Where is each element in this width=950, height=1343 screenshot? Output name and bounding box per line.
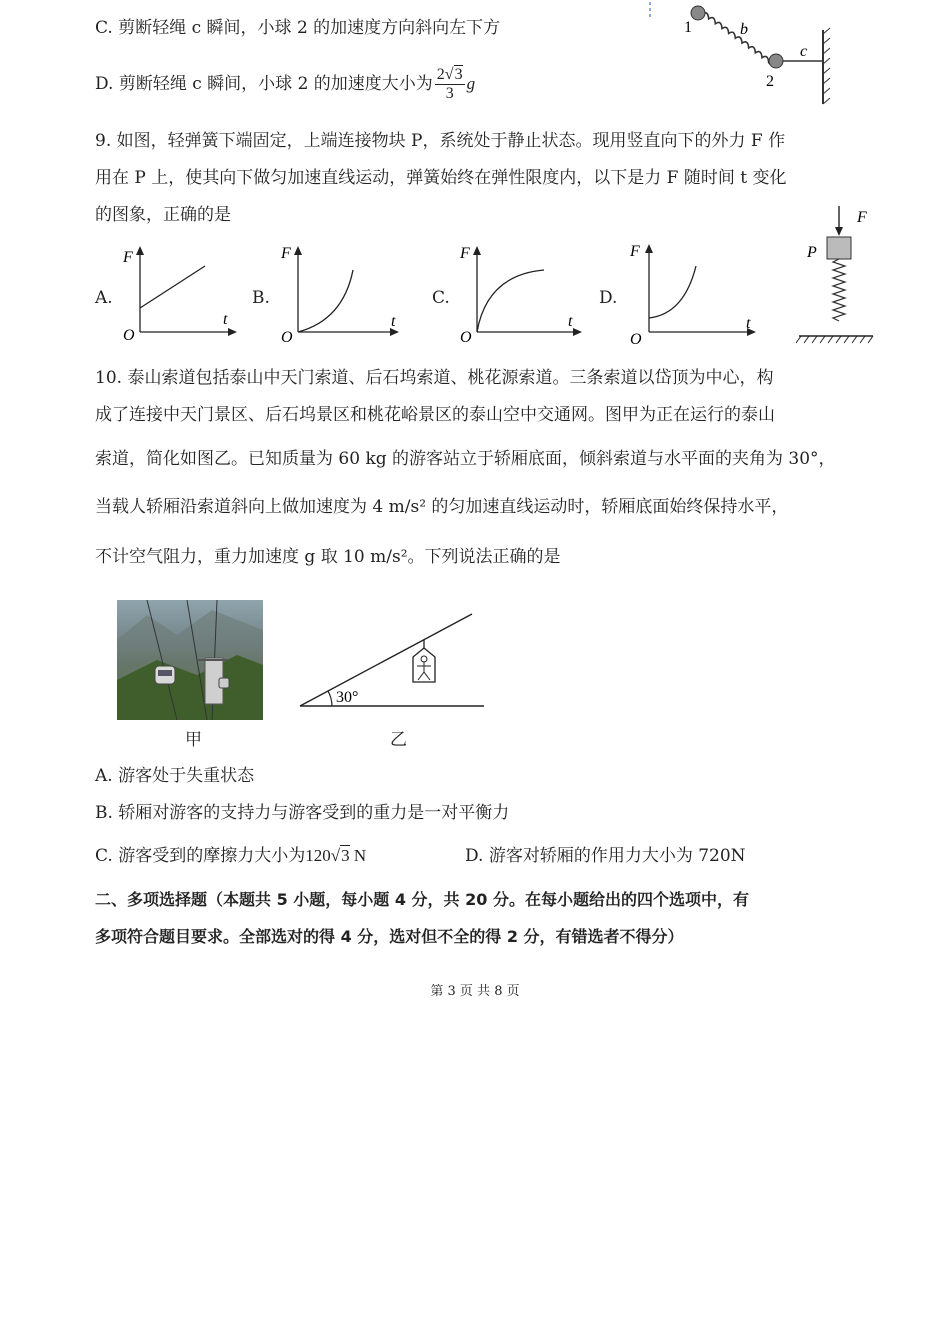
q9-line-1: 9. 如图，轻弹簧下端固定，上端连接物块 P，系统处于静止状态。现用竖直向下的外力 F 作 <box>95 131 786 151</box>
q9-graph-b-x-label: t <box>391 313 396 330</box>
q10-option-b: B. 轿厢对游客的支持力与游客受到的重力是一对平衡力 <box>95 803 510 823</box>
q8-option-d <box>95 62 475 106</box>
q10-cable-car-photo <box>117 600 263 720</box>
q9-graph-d-y-label: F <box>630 243 640 260</box>
q10-option-c-rad: 3 <box>341 846 350 865</box>
q9-graph-a-origin: O <box>123 327 135 344</box>
q10-option-c-coef: 120 <box>305 846 331 865</box>
q9-option-a-label: A. <box>95 288 113 308</box>
q9-spring-block-figure <box>795 202 880 347</box>
q9-graph-c-x-label: t <box>568 313 573 330</box>
q8-option-d-num-coef: 2 <box>436 66 445 83</box>
q8-option-d-fraction: $\frac{2√3}{3}$ <box>436 66 463 102</box>
q8-ball-1-label: 1 <box>684 19 692 36</box>
q9-option-c-label: C. <box>432 288 450 308</box>
q10-line-1: 10. 泰山索道包括泰山中天门索道、后石坞索道、桃花源索道。三条索道以岱顶为中心，构 <box>95 368 774 388</box>
q9-line-2: 用在 P 上，使其向下做匀加速直线运动，弹簧始终在弹性限度内，以下是力 F 随时间 t 变化 <box>95 168 787 188</box>
q10-incline-diagram <box>296 610 491 715</box>
q8-ball-2-label: 2 <box>766 73 774 90</box>
q10-line-4: 当载人轿厢沿索道斜向上做加速度为 4 m/s² 的匀加速直线运动时，轿厢底面始终保持水平， <box>95 497 789 517</box>
q9-fig-force-label: F <box>857 209 867 226</box>
q9-line-3: 的图象，正确的是 <box>95 205 231 225</box>
q10-figure-a-caption: 甲 <box>185 730 202 750</box>
q8-option-d-num-rad: 3 <box>454 66 463 83</box>
q10-option-c: C. 游客受到的摩擦力大小为120√3 N <box>95 846 367 866</box>
q9-graph-d-origin: O <box>630 331 642 348</box>
page-number: 第 3 页 共 8 页 <box>430 984 520 999</box>
q9-graph-b-origin: O <box>281 329 293 345</box>
q9-graph-a-y-label: F <box>123 249 133 266</box>
q10-option-c-unit: N <box>353 846 367 865</box>
q10-line-2: 成了连接中天门景区、后石坞景区和桃花峪景区的泰山空中交通网。图甲为正在运行的泰山 <box>95 405 775 425</box>
q10-option-c-text: C. 游客受到的摩擦力大小为 <box>95 846 306 866</box>
q9-graph-b-y-label: F <box>281 245 291 262</box>
q8-option-d-den: 3 <box>445 85 454 102</box>
q8-spring-figure <box>640 0 840 110</box>
q10-line-3: 索道，简化如图乙。已知质量为 60 kg 的游客站立于轿厢底面，倾斜索道与水平面的夹角为 30°， <box>95 449 836 469</box>
q9-graph-b <box>273 240 403 345</box>
q9-graph-c-origin: O <box>460 329 472 345</box>
q10-option-d: D. 游客对轿厢的作用力大小为 720N <box>465 846 746 866</box>
q8-spring-label: b <box>740 21 748 38</box>
q10-angle-label: 30° <box>336 689 359 706</box>
q9-graph-c-y-label: F <box>460 245 470 262</box>
q10-line-5: 不计空气阻力，重力加速度 g 取 10 m/s²。下列说法正确的是 <box>95 547 561 567</box>
q10-figure-b-caption: 乙 <box>390 730 407 750</box>
q9-graph-c <box>452 240 587 345</box>
q10-option-a: A. 游客处于失重状态 <box>95 766 255 786</box>
section2-heading-line-2: 多项符合题目要求。全部选对的得 4 分，选对但不全的得 2 分，有错选者不得分） <box>95 927 684 946</box>
q9-option-b-label: B. <box>252 288 270 308</box>
q9-graph-a-x-label: t <box>223 311 228 328</box>
q8-option-c: C. 剪断轻绳 c 瞬间，小球 2 的加速度方向斜向左下方 <box>95 18 501 38</box>
q8-option-d-text: D. 剪断轻绳 c 瞬间，小球 2 的加速度大小为 <box>95 74 433 94</box>
section2-heading-line-1: 二、多项选择题（本题共 5 小题，每小题 4 分，共 20 分。在每小题给出的四个选项中，有 <box>95 890 749 909</box>
q8-option-d-g: g <box>466 74 476 93</box>
q9-option-d-label: D. <box>599 288 618 308</box>
q9-graph-a <box>115 240 240 345</box>
q8-rope-label: c <box>800 43 808 60</box>
q9-graph-d <box>624 238 762 348</box>
q9-fig-block-label: P <box>807 244 817 261</box>
q9-graph-d-x-label: t <box>746 315 751 332</box>
